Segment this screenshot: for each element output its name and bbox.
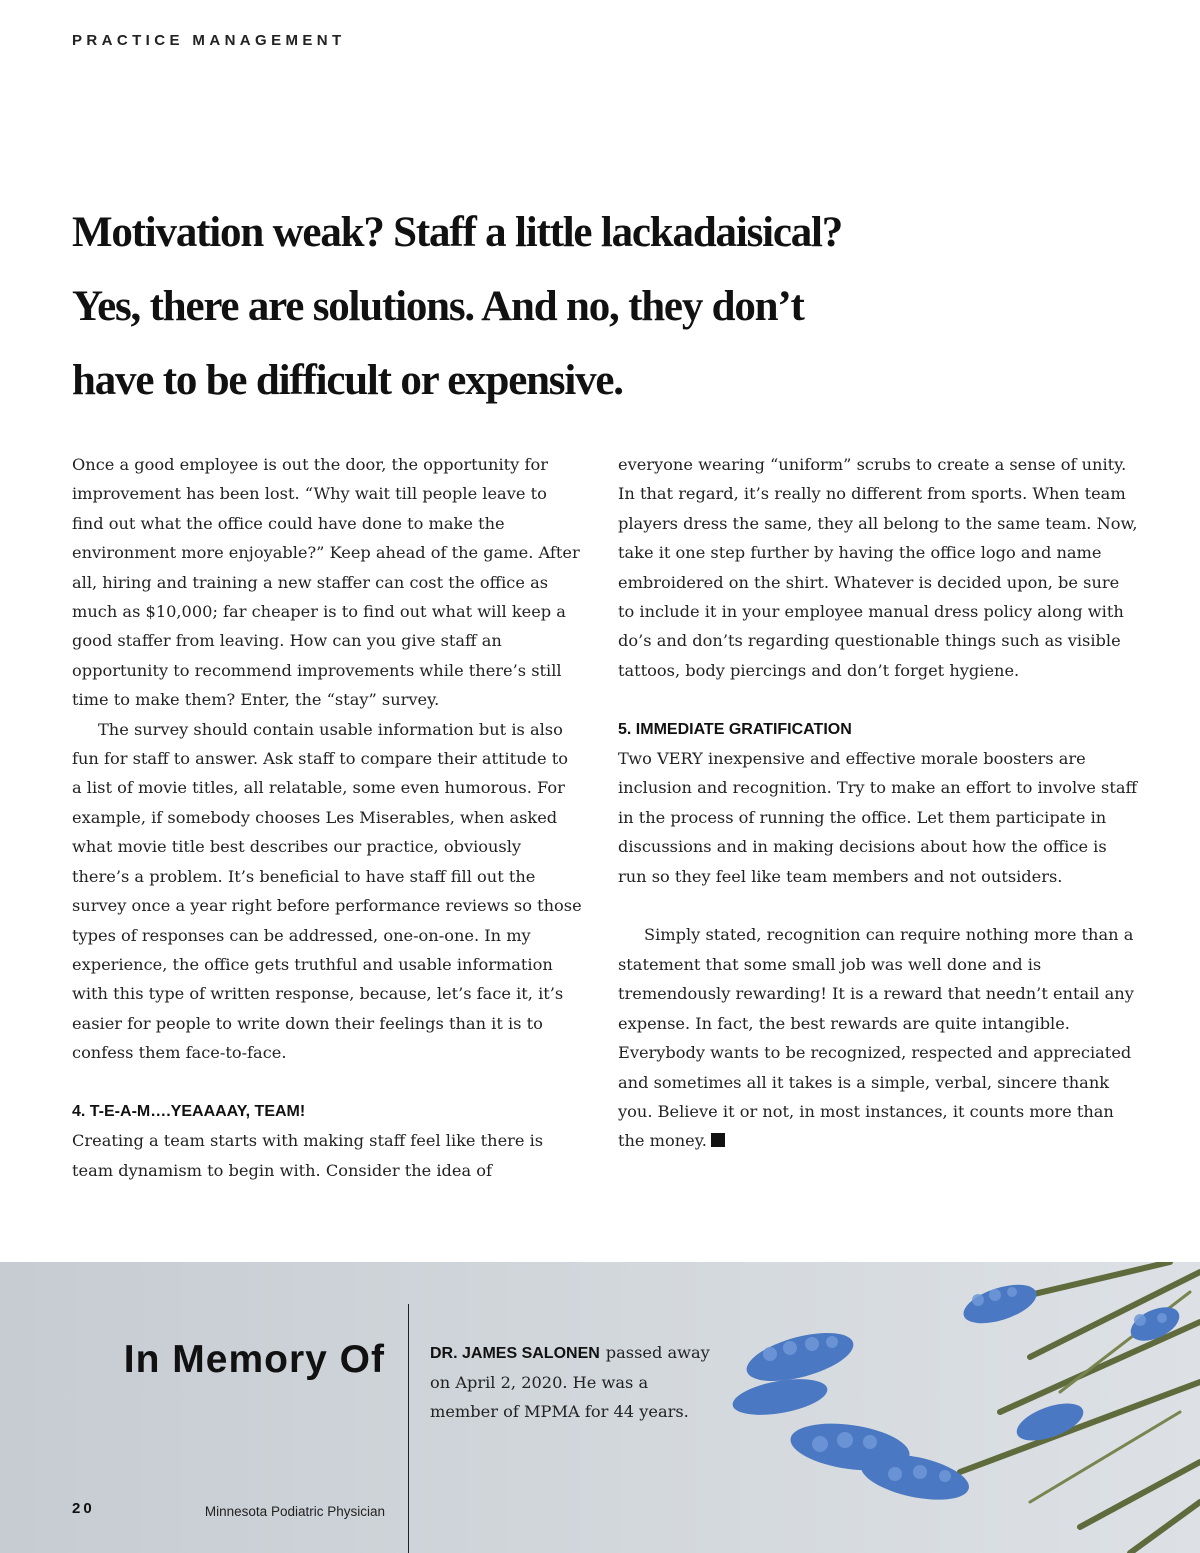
spacer (618, 685, 1138, 714)
page-number: 20 (72, 1500, 95, 1517)
grape-hyacinth-flowers-image (700, 1262, 1200, 1553)
paragraph: Two VERY inexpensive and effective morale boosters are inclusion and recognition. Try to make an effort to involve staff in the process of running the office. Let them participate in discussions and in making decisions about how the office is run so they feel like team members and not outsiders. (618, 749, 1137, 886)
memorial-name: DR. JAMES SALONEN (430, 1345, 600, 1362)
section-heading-gratification: 5. IMMEDIATE GRATIFICATION (618, 720, 852, 738)
article-right-column (618, 450, 1138, 1156)
paragraph: everyone wearing “uniform” scrubs to create a sense of unity. In that regard, it’s really no different from sports. When team players dress the same, they all belong to the same team. Now, take it one step further by having the office logo and name embroidered on the shirt. Whatever is decided upon, be sure to include it in your employee manual dress policy along with do’s and don’ts regarding questionable things such as visible tattoos, body piercings and don’t forget hygiene. (618, 455, 1138, 680)
paragraph: Creating a team starts with making staff feel like there is team dynamism to begin with. Consider the idea of (72, 1131, 544, 1180)
memorial-text: passed away on April 2, 2020. He was a member of MPMA for 44 years. (430, 1343, 710, 1421)
closing-text: Simply stated, recognition can require nothing more than a statement that some small job was well done and is tremendously rewarding! It is a reward that needn’t entail any expense. In fact, the best rewards are quite intangible. Everybody wants to be recognized, respected and appreciated and sometimes all it takes is a simple, verbal, sincere thank you. Believe it or not, in most instances, it counts more than the money. (618, 925, 1134, 1151)
publication-name: Minnesota Podiatric Physician (204, 1504, 385, 1519)
headline-line-2: Yes, there are solutions. And no, they don’t (72, 283, 804, 330)
section-heading-team: 4. T-E-A-M….YEAAAAY, TEAM! (72, 1102, 306, 1120)
end-of-article-mark (711, 1133, 725, 1147)
headline-line-3: have to be difficult or expensive. (72, 357, 623, 404)
vertical-divider (408, 1304, 409, 1553)
article-left-column (72, 450, 582, 1185)
paragraph: The survey should contain usable information but is also fun for staff to answer. Ask staff to compare their attitude to a list of movie titles, all relatable, some even humorous. For example, if somebody chooses Les Miserables, when asked what movie title best describes our practice, obviously there’s a problem. It’s beneficial to have staff fill out the survey once a year right before performance reviews so those types of responses can be addressed, one-on-one. In my experience, the office gets truthful and usable information with this type of written response, because, let’s face it, it’s easier for people to write down their feelings than it is to confess them face-to-face. (72, 719, 582, 1063)
in-memory-title: In Memory Of (123, 1338, 385, 1381)
paragraph (618, 920, 1138, 1155)
spacer (618, 891, 1138, 920)
article-headline (72, 196, 1072, 418)
headline-line-1: Motivation weak? Staff a little lackadaisical? (72, 209, 843, 256)
in-memory-band (0, 1262, 1200, 1553)
spacer (72, 1068, 582, 1097)
paragraph: Once a good employee is out the door, the opportunity for improvement has been lost. “Why wait till people leave to find out what the office could have done to make the environment more enjoyable?” Keep ahead of the game. After all, hiring and training a new staffer can cost the office as much as $10,000; far cheaper is to find out what will keep a good staffer from leaving. How can you give staff an opportunity to recommend improvements while there’s still time to make them? Enter, the “stay” survey. (72, 455, 580, 710)
memorial-notice (430, 1338, 720, 1426)
section-label: PRACTICE MANAGEMENT (72, 32, 346, 49)
